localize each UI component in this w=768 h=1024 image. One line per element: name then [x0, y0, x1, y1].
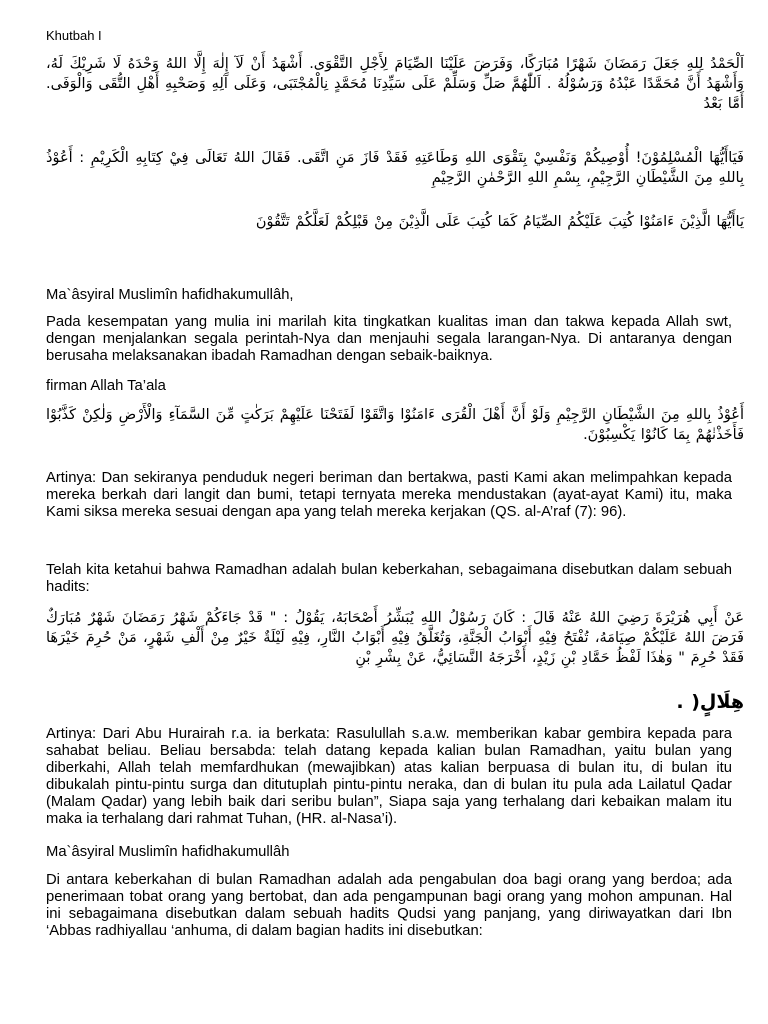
translation-firman: Artinya: Dan sekiranya penduduk negeri beriman dan bertakwa, pasti Kami akan melimpahkan kepada mereka berkah dari langit dan bumi, tetapi ternyata mereka mendustakan (ayat-ayat Kami) itu, maka Kami siksa mereka sesuai dengan apa yang telah mereka kerjakan (QS. al-A’raf (7): 96).	[46, 470, 732, 520]
khutbah-heading: Khutbah I	[46, 28, 102, 43]
arabic-ayat-text: يَاأَيُّهَا الَّذِيْنَ ءَامَنُوْا كُتِبَ عَلَيْكُمُ الصِّيَامُ كَمَا كُتِبَ عَلَى الَّذِيْنَ مِنْ قَبْلِكُمْ لَعَلَّكُمْ تَتَّقُوْنَ	[255, 214, 744, 230]
hadits-intro-paragraph: Telah kita ketahui bahwa Ramadhan adalah bulan keberkahan, sebagaimana disebutkan dalam sebuah hadits:	[46, 562, 732, 595]
arabic-hadits-ending: هِلَالٍ( .	[676, 691, 744, 713]
arabic-hadits-text: عَنْ أَبِي هُرَيْرَةَ رَضِيَ اللهُ عَنْهُ قَالَ : كَانَ رَسُوْلُ اللهِ يُبَشِّرُ أَصْحَابَهُ، يَقُوْلُ : " قَدْ جَاءَكُمْ شَهْرُ رَمَضَانَ شَهْرٌ مُبَارَكٌ فَرَضَ اللهُ عَلَيْكُمْ صِيَامَهُ، تُفْتَحُ فِيْهِ أَبْوَابُ الْجَنَّةِ، وَتُغَلَّقُ فِيْهِ أَبْوَابُ النَّارِ، فِيْهِ لَيْلَةٌ خَيْرٌ مِنْ أَلْفِ شَهْرٍ، مَنْ حُرِمَ خَيْرَهَا فَقَدْ حُرِمَ " وَهٰذَا لَفْظُ حَمَّادِ بْنِ زَيْدٍ، أَخْرَجَهُ النَّسَائِيُّ، عَنْ بِشْرِ بْنِ	[46, 610, 744, 666]
arabic-opening-text: اَلْحَمْدُ لِلهِ جَعَلَ رَمَضَانَ شَهْرًا مُبَارَكًا، وَفَرَضَ عَلَيْنَا الصِّيَامَ لِأَجْلِ التَّقْوَى. أَشْهَدُ أَنْ لَآ إِلٰهَ إِلَّا اللهُ وَحْدَهُ لَا شَرِيْكَ لَهُ، وَأَشْهَدُ أَنَّ مُحَمَّدًا عَبْدُهُ وَرَسُوْلُهُ . اَللّٰهُمَّ صَلِّ وَسَلِّمْ عَلَى سَيِّدِنَا مُحَمَّدٍ نِالْمُجْتَبَى، وَعَلَى آلِهِ وَصَحْبِهِ أَهْلِ التُّقَى وَالْوَفَى. أَمَّا بَعْدُ	[46, 56, 744, 112]
opening-paragraph: Pada kesempatan yang mulia ini marilah kita tingkatkan kualitas iman dan takwa kepada Allah swt, dengan menjalankan segala perintah-Nya dan menjauhi segala larangan-Nya. Di antaranya dengan berusaha melaksanakan ibadah Ramadhan dengan sebaik-baiknya.	[46, 314, 732, 364]
closing-paragraph: Di antara keberkahan di bulan Ramadhan adalah ada pengabulan doa bagi orang yang berdoa; ada penerimaan tobat orang yang bertobat, dan ada pengampunan bagi orang yang mohon ampunan. Hal ini sebagaimana disebutkan dalam sebuah hadits Qudsi yang panjang, yang diriwayatkan dari Ibn ‘Abbas radhiyallau ‘anhuma, di dalam bagian hadits ini disebutkan:	[46, 872, 732, 939]
arabic-wasiat-text: فَيَاأَيُّهَا الْمُسْلِمُوْنَ! أُوْصِيكُمْ وَنَفْسِيْ بِتَقْوَى اللهِ وَطَاعَتِهِ فَقَدْ فَازَ مَنِ اتَّقَى. فَقَالَ اللهُ تَعَالَى فِيْ كِتَابِهِ الْكَرِيْمِ : أَعُوْذُ بِاللهِ مِنَ الشَّيْطَانِ الرَّجِيْمِ، بِسْمِ اللهِ الرَّحْمٰنِ الرَّحِيْمِ	[46, 150, 744, 186]
greeting-second: Ma`âsyiral Muslimîn hafidhakumullâh	[46, 844, 290, 860]
arabic-firman-text: أَعُوْذُ بِاللهِ مِنَ الشَّيْطَانِ الرَّجِيْمِ وَلَوْ أَنَّ أَهْلَ الْقُرَى ءَامَنُوْا وَاتَّقَوْا لَفَتَحْنَا عَلَيْهِمْ بَرَكٰتٍ مِّنَ السَّمَآءِ وَالْأَرْضِ وَلٰكِنْ كَذَّبُوْا فَأَخَذْنٰهُمْ بِمَا كَانُوْا يَكْسِبُوْنَ.	[46, 407, 744, 443]
translation-hadits: Artinya: Dari Abu Hurairah r.a. ia berkata: Rasulullah s.a.w. memberikan kabar gembira kepada para sahabat beliau. Beliau bersabda: telah datang kepada kalian bulan Ramadhan, yaitu bulan yang diberkahi, Allah telah memfardhukan (mewajibkan) atas kalian berpuasa di bulan itu, di bulan itu dibukalah pintu-pintu surga dan ditutuplah pintu-pintu neraka, dan di bulan itu pula ada Lailatul Qadar (Malam Qadar) yang lebih baik dari seribu bulan”, Siapa saja yang terhalang dari kebaikan malam itu maka ia terhalang dari rahmat Tuhan, (HR. al-Nasa’i).	[46, 726, 732, 827]
greeting-first: Ma`âsyiral Muslimîn hafidhakumullâh,	[46, 287, 294, 303]
firman-label: firman Allah Ta’ala	[46, 378, 166, 394]
